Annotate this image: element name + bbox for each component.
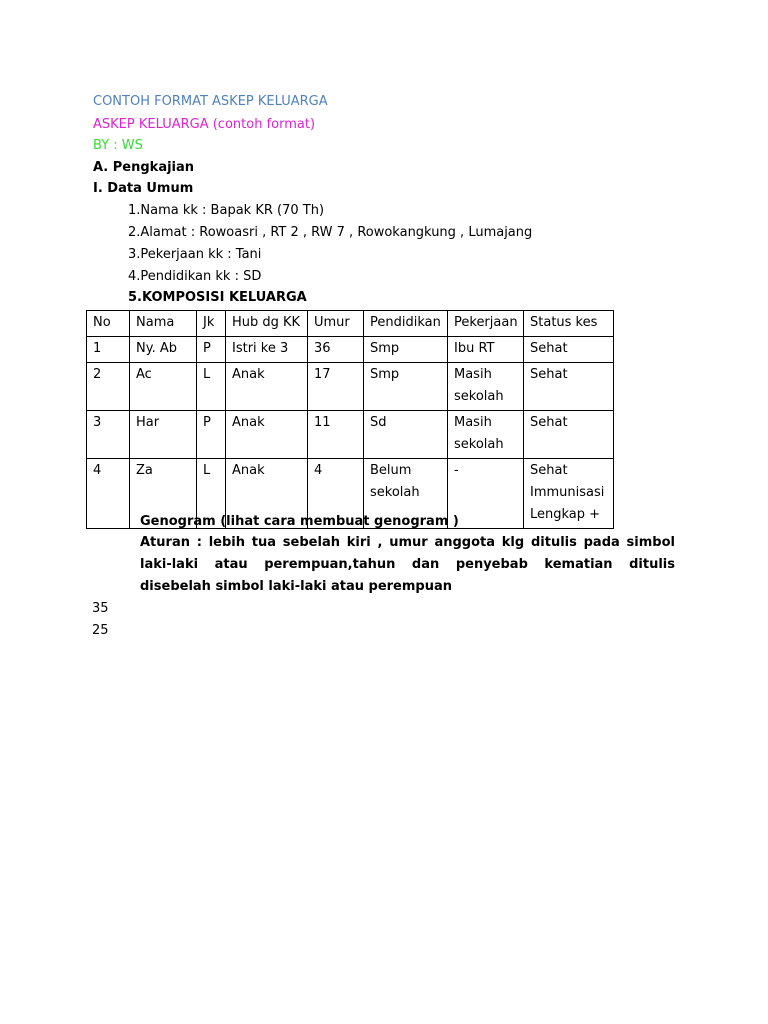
header-pekerjaan: Pekerjaan — [448, 311, 524, 337]
cell-pendidikan: Smp — [364, 363, 448, 411]
cell-no: 1 — [87, 337, 130, 363]
cell-hub: Istri ke 3 — [226, 337, 308, 363]
nama-kk: 1.Nama kk : Bapak KR (70 Th) — [128, 203, 325, 218]
cell-no: 4 — [87, 459, 130, 529]
cell-umur: 17 — [308, 363, 364, 411]
header-nama: Nama — [130, 311, 197, 337]
number-second: 25 — [92, 623, 109, 638]
document-subtitle: ASKEP KELUARGA (contoh format) — [93, 117, 316, 132]
cell-pendidikan: Smp — [364, 337, 448, 363]
cell-nama: Har — [130, 411, 197, 459]
table-header-row — [87, 311, 614, 337]
table-row — [87, 363, 614, 411]
cell-hub: Anak — [226, 459, 308, 529]
cell-pekerjaan: - — [448, 459, 524, 529]
cell-pekerjaan: Masih sekolah — [448, 411, 524, 459]
genogram-title: Genogram (lihat cara membuat genogram ) — [140, 514, 459, 529]
author-line: BY : WS — [93, 138, 143, 153]
genogram-aturan: Aturan : lebih tua sebelah kiri , umur anggota klg ditulis pada simbol laki-laki atau perempuan,tahun dan penyebab kematian ditulis disebelah simbol laki-laki atau perempuan — [140, 535, 675, 594]
table-row — [87, 337, 614, 363]
cell-hub: Anak — [226, 363, 308, 411]
section-pengkajian: A. Pengkajian — [93, 160, 195, 175]
cell-umur: 4 — [308, 459, 364, 529]
cell-pekerjaan: Masih sekolah — [448, 363, 524, 411]
cell-pendidikan: Sd — [364, 411, 448, 459]
cell-umur: 36 — [308, 337, 364, 363]
komposisi-keluarga-heading: 5.KOMPOSISI KELUARGA — [128, 290, 307, 305]
header-jk: Jk — [197, 311, 226, 337]
cell-no: 3 — [87, 411, 130, 459]
cell-status: Sehat — [524, 337, 614, 363]
header-pendidikan: Pendidikan — [364, 311, 448, 337]
cell-umur: 11 — [308, 411, 364, 459]
cell-nama: Za — [130, 459, 197, 529]
cell-status: Sehat — [524, 411, 614, 459]
komposisi-keluarga-table — [86, 310, 614, 529]
cell-nama: Ac — [130, 363, 197, 411]
cell-status: Sehat Immunisasi Lengkap + — [524, 459, 614, 529]
header-no: No — [87, 311, 130, 337]
header-status: Status kes — [524, 311, 614, 337]
section-data-umum: I. Data Umum — [93, 181, 194, 196]
number-first: 35 — [92, 601, 109, 616]
table-row — [87, 411, 614, 459]
cell-jk: L — [197, 363, 226, 411]
header-umur: Umur — [308, 311, 364, 337]
cell-pekerjaan: Ibu RT — [448, 337, 524, 363]
cell-no: 2 — [87, 363, 130, 411]
cell-jk: L — [197, 459, 226, 529]
alamat: 2.Alamat : Rowoasri , RT 2 , RW 7 , Rowokangkung , Lumajang — [128, 225, 533, 240]
cell-nama: Ny. Ab — [130, 337, 197, 363]
cell-jk: P — [197, 411, 226, 459]
cell-hub: Anak — [226, 411, 308, 459]
cell-pendidikan: Belum sekolah — [364, 459, 448, 529]
pendidikan-kk: 4.Pendidikan kk : SD — [128, 269, 262, 284]
cell-jk: P — [197, 337, 226, 363]
cell-status: Sehat — [524, 363, 614, 411]
header-hub: Hub dg KK — [226, 311, 308, 337]
pekerjaan-kk: 3.Pekerjaan kk : Tani — [128, 247, 262, 262]
document-title: CONTOH FORMAT ASKEP KELUARGA — [93, 94, 328, 109]
